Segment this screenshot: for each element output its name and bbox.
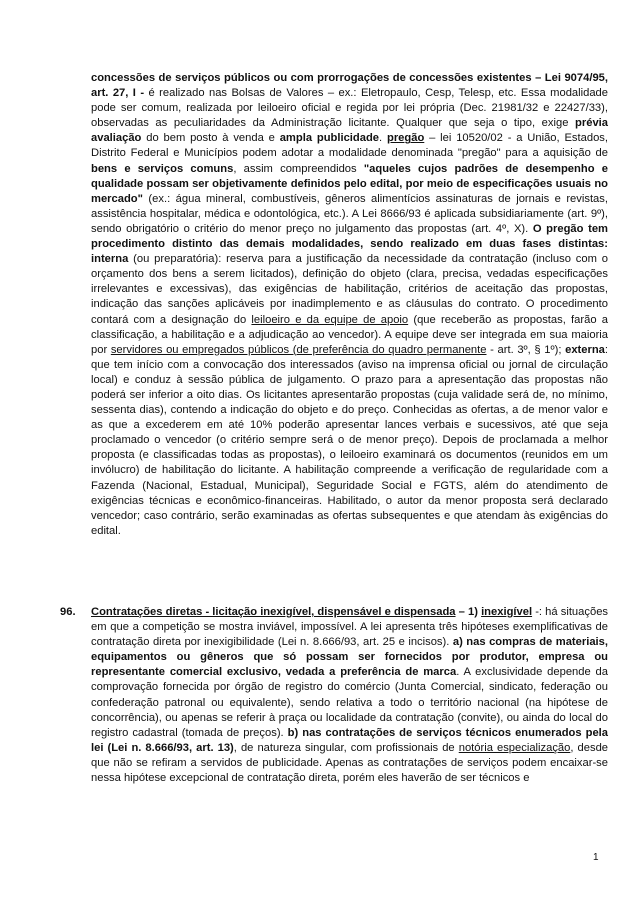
text-run: (ex.: água mineral, combustíveis, gêneros alimentícios assinaturas de jornais e revistas, assistência hospitalar, médica e odontológica, etc.). A Lei 8666/93 é aplicada subsidiariamente (art. 9º), sendo obrigatório o critério do menor preço no julgamento das propostas (art. 4º, X).: [91, 192, 608, 235]
text-run: servidores ou empregados públicos (de preferência do quadro permanente: [110, 343, 487, 356]
text-run: é realizado nas Bolsas de Valores – ex.: Eletropaulo, Cesp, Telesp, etc. Essa modalidade pode ser comum, realizada por leiloeiro oficial e regida por lei própria (Dec. 21981/32 e 22427/33), observadas as peculiaridades da Administração licitante. Qualquer que seja o tipo, exige: [91, 87, 608, 130]
text-run: - art. 3º, § 1º);: [486, 343, 566, 356]
text-run: prévia avaliação: [91, 117, 608, 145]
text-run: , de natureza singular, com profissionais de: [233, 741, 459, 754]
text-run: b) nas contratações de serviços técnicos enumerados pela lei (Lei n. 8.666/93, art. 13): [91, 726, 608, 754]
text-run: – 1): [455, 606, 482, 618]
text-run: inexigível: [481, 606, 533, 618]
text-run: leiloeiro e da equipe de apoio: [251, 313, 409, 326]
text-run: O pregão tem procedimento distinto das demais modalidades, sendo realizado em duas fases distintas: interna: [91, 222, 608, 266]
text-run: : que tem início com a convocação dos interessados (aviso na imprensa oficial ou jornal de circulação local) e conduz à sessão pública de julgamento. O prazo para a apresentação das propostas não poderá ser inferior a oito dias. Os licitantes apresentarão propostas (cuja validade será de, no mínimo, sessenta dias), contendo a indicação do objeto e do preço. Conhecidas as ofertas, a de menor valor e as que a excederem em até 10% poderão apresentar lances verbais e sucessivos, até que seja proclamado o vencedor (o critério sempre será o de menor preço). Depois de proclamada a melhor proposta (e classificadas todas as propostas), o leiloeiro examinará os documentos (reunidos em um invólucro) de habilitação do licitante. A habilitação compreende a verificação de regularidade com a Fazenda (Nacional, Estadual, Municipal), Seguridade Social e FGTS, além do atendimento de exigências técnicas e econômico-financeiras. Habilitado, o autor da menor proposta será declarado vencedor; caso contrário, serão examinadas as ofertas subsequentes e que atendam às exigências do edital.: [91, 343, 609, 537]
text-run: ampla publicidade: [279, 132, 380, 145]
text-run: "aqueles cujos padrões de desempenho e qualidade possam ser objetivamente definidos pelo edital, por meio de especificações usuais no mercado": [91, 162, 608, 205]
text-run: Contratações diretas - licitação inexigível, dispensável e dispensada: [91, 606, 456, 618]
item-number: 96.: [60, 606, 76, 618]
text-run: do bem posto à venda e: [141, 132, 280, 145]
text-run: – lei 10520/02 - a União, Estados, Distrito Federal e Municípios podem adotar a modalidade denominada "pregão" para a aquisição de: [91, 132, 609, 160]
text-run: externa: [565, 343, 605, 356]
text-run: .: [379, 132, 387, 145]
text-run: a) nas compras de materiais, equipamentos ou gêneros que só possam ser fornecidos por produtor, empresa ou representante comercial exclusivo, vedada a preferência de marca: [91, 636, 608, 679]
text-run: (que receberão as propostas, farão a classificação, a habilitação e a adjudicação ao vencedor). A equipe deve ser integrada em sua maioria por: [91, 313, 608, 356]
paragraph-contratacoes-diretas: [91, 605, 608, 786]
text-run: notória especialização: [458, 741, 571, 754]
paragraph-leilao-pregao: [91, 71, 608, 539]
text-run: pregão: [386, 132, 425, 145]
text-run: bens e serviços comuns: [91, 162, 234, 175]
text-run: -: há situações em que a competição se mostra inviável, impossível. A lei apresenta três hipóteses exemplificativas de contratação direta por inexigibilidade (Lei n. 8.666/93, art. 25 e incisos).: [91, 606, 609, 649]
text-run: , desde que não se refiram a servidos de publicidade. Apenas as contratações de serviços podem encaixar-se nessa hipótese excepcional de contratação direta, porém eles haverão de ser técnicos e: [91, 741, 609, 785]
text-run: . A exclusividade depende da comprovação fornecida por órgão de registro do comércio (Junta Comercial, sindicato, federação ou confederação patronal ou equivalente), sendo relativa a todo o território nacional (na hipótese de concorrência), ou apenas se referir à praça ou localidade da contratação (convite), ou ainda do local do registro cadastral (tomada de preços).: [91, 666, 608, 739]
text-run: concessões de serviços públicos ou com prorrogações de concessões existentes – Lei 9074/95, art. 27, I -: [91, 72, 608, 100]
text-run: , assim compreendidos: [233, 162, 364, 175]
text-run: (ou preparatória): reserva para a justificação da necessidade da contratação (incluso com o orçamento dos bens a serem licitados), definição do objeto (clara, precisa, vedadas especificações irrelevantes e excessivas), das exigências de habilitação, critérios de aceitação das propostas, indicação das sanções aplicáveis por inadimplemento e as cláusulas do contrato. O procedimento contará com a designação do: [91, 253, 608, 326]
page-number: 1: [593, 852, 599, 863]
